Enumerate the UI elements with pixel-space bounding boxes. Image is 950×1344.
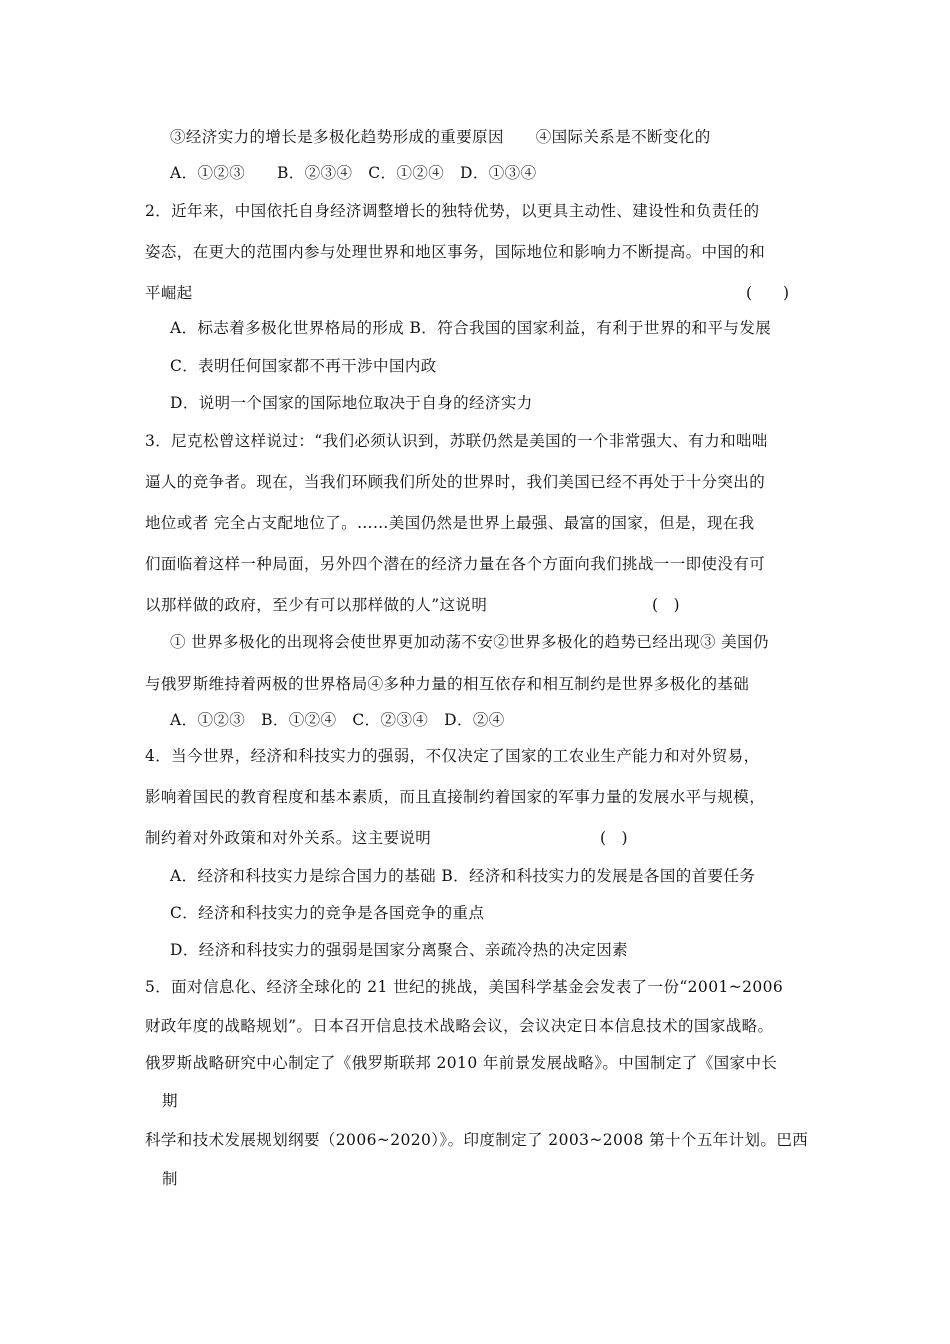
answer-blank: ( ) [600,829,628,847]
text-line: 科学和技术发展规划纲要（2006~2020）》。印度制定了 2003~2008 第十个五年计划。巴西 [145,1131,809,1149]
text-line: 财政年度的战略规划”。日本召开信息技术战略会议，会议决定日本信息技术的国家战略。 [145,1017,774,1035]
text-line: 俄罗斯战略研究中心制定了《俄罗斯联邦 2010 年前景发展战略》。中国制定了《国家中长 [145,1054,778,1072]
question-4: 4．当今世界，经济和科技实力的强弱，不仅决定了国家的工农业生产能力和对外贸易， [145,747,760,765]
question-5: 5．面对信息化、经济全球化的 21 世纪的挑战，美国科学基金会发表了一份“2001~2006 [145,978,784,996]
text-line: 影响着国民的教育程度和基本素质，而且直接制约着国家的军事力量的发展水平与规模， [145,788,766,806]
text-line: 姿态，在更大的范围内参与处理世界和地区事务，国际地位和影响力不断提高。中国的和 [145,243,766,261]
question-3: 3．尼克松曾这样说过：“我们必须认识到，苏联仍然是美国的一个非常强大、有力和咄咄 [145,432,768,450]
answer-blank: ( ) [746,284,790,302]
text-line: 逼人的竞争者。现在，当我们环顾我们所处的世界时，我们美国已经不再处于十分突出的 [145,473,766,491]
text-line: 以那样做的政府，至少有可以那样做的人”这说明 [145,596,488,614]
text-line: ① 世界多极化的出现将会使世界更加动荡不安②世界多极化的趋势已经出现③ 美国仍 [170,633,769,651]
text-line: 地位或者 完全占支配地位了。……美国仍然是世界上最强、最富的国家，但是，现在我 [145,514,755,532]
text-line: ③经济实力的增长是多极化趋势形成的重要原因 ④国际关系是不断变化的 [170,128,711,146]
option-d: D．经济和科技实力的强弱是国家分离聚合、亲疏冷热的决定因素 [170,941,629,959]
question-2: 2．近年来，中国依托自身经济调整增长的独特优势，以更具主动性、建设性和负责任的 [145,202,760,220]
option-c: C．表明任何国家都不再干涉中国内政 [170,357,437,375]
text-line: 们面临着这样一种局面，另外四个潜在的经济力量在各个方面向我们挑战一一即使没有可 [145,555,766,573]
answer-blank: ( ) [652,596,680,614]
text-line: 平崛起 [145,284,193,302]
text-line: 与俄罗斯维持着两极的世界格局④多种力量的相互依存和相互制约是世界多极化的基础 [145,675,750,693]
option-c: C．经济和科技实力的竞争是各国竞争的重点 [170,904,485,922]
option-a-b: A．标志着多极化世界格局的形成 B．符合我国的国家利益，有利于世界的和平与发展 [170,319,772,337]
text-line: 制约着对外政策和对外关系。这主要说明 [145,829,432,847]
option-a-b: A．经济和科技实力是综合国力的基础 B．经济和科技实力的发展是各国的首要任务 [170,867,756,885]
answer-options: A．①②③ B．②③④ C．①②④ D．①③④ [170,164,537,182]
answer-options: A．①②③ B．①②④ C．②③④ D．②④ [170,711,505,729]
text-line: 制 [162,1170,178,1188]
text-line: 期 [162,1092,178,1110]
option-d: D．说明一个国家的国际地位取决于自身的经济实力 [170,394,533,412]
